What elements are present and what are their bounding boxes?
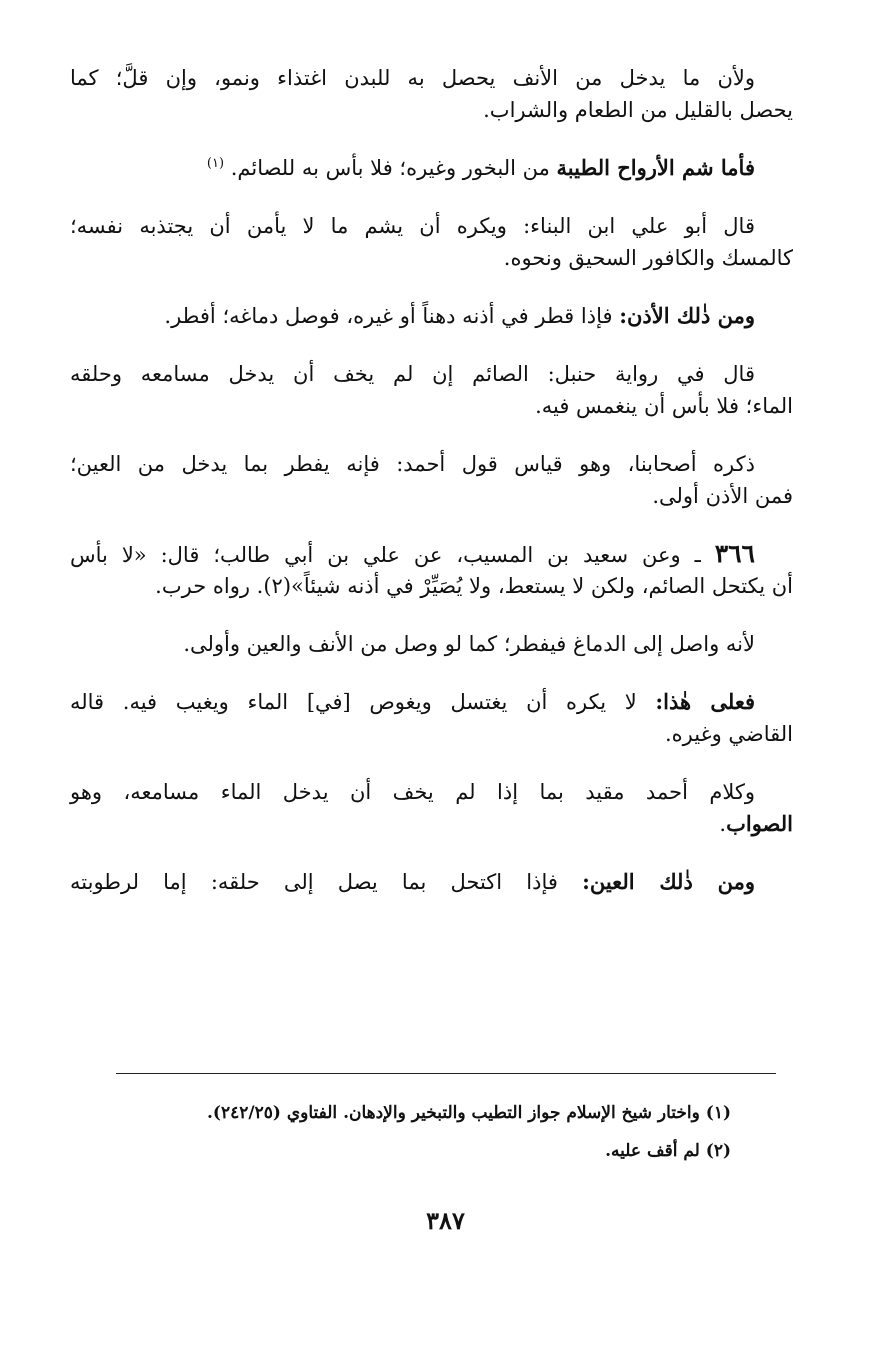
footnotes [120, 1098, 731, 1174]
text-line: وكلام أحمد مقيد بما إذا لم يخف أن يدخل الماء مسامعه، وهو [70, 780, 755, 804]
paragraph-5 [70, 358, 793, 422]
text-line [70, 866, 793, 898]
footnote-1: (١) واختار شيخ الإسلام جواز التطيب والتبخير والإدهان. الفتاوي (٢٤٢/٢٥). [207, 1103, 731, 1123]
body-text: ـ وعن سعيد بن المسيب، عن علي بن أبي طالب؛ قال: «لا بأس [70, 543, 701, 567]
bold-heading: ومن ذٰلك الأذن: [619, 303, 755, 328]
text-line: يحصل بالقليل من الطعام والشراب. [483, 98, 793, 122]
text-line [70, 808, 793, 840]
bold-heading: فأما شم الأرواح الطيبة [556, 155, 755, 180]
footnote-2: (٢) لم أقف عليه. [605, 1141, 731, 1161]
text-line [70, 300, 793, 332]
bold-word: الصواب [726, 811, 793, 836]
paragraph-3 [70, 210, 793, 274]
paragraph-9 [70, 686, 793, 750]
footnote-separator [116, 1073, 776, 1074]
paragraph-6 [70, 448, 793, 512]
paragraph-1 [70, 62, 793, 126]
punctuation: . [719, 812, 727, 836]
paragraph-10 [70, 776, 793, 840]
text-line: ولأن ما يدخل من الأنف يحصل به للبدن اغتذاء ونمو، وإن قلَّ؛ كما [70, 66, 755, 90]
bold-heading: ومن ذٰلك العين: [582, 869, 755, 894]
text-line: قال أبو علي ابن البناء: ويكره أن يشم ما لا يأمن أن يجتذبه نفسه؛ [70, 214, 755, 238]
text-line [70, 538, 793, 570]
footnote-marker: (١) [206, 156, 225, 171]
text-line [70, 686, 793, 718]
text-line [70, 152, 793, 184]
text-line: ذكره أصحابنا، وهو قياس قول أحمد: فإنه يفطر بما يدخل من العين؛ [70, 452, 755, 476]
text-line: الماء؛ فلا بأس أن ينغمس فيه. [535, 394, 793, 418]
body-text: فإذا اكتحل بما يصل إلى حلقه: إما لرطوبته [70, 870, 558, 894]
text-line: فمن الأذن أولى. [652, 484, 793, 508]
paragraph-2 [70, 152, 793, 184]
hadith-number: ٣٦٦ [714, 539, 755, 568]
text-line: القاضي وغيره. [665, 722, 793, 746]
body-text: فإذا قطر في أذنه دهناً أو غيره، فوصل دماغه؛ أفطر. [164, 304, 613, 328]
paragraph-4 [70, 300, 793, 332]
body-text: من البخور وغيره؛ فلا بأس به للصائم. [230, 156, 550, 180]
paragraph-8 [70, 628, 793, 660]
text-line: قال في رواية حنبل: الصائم إن لم يخف أن يدخل مسامعه وحلقه [70, 362, 755, 386]
text-line: لأنه واصل إلى الدماغ فيفطر؛ كما لو وصل من الأنف والعين وأولى. [183, 632, 755, 656]
bold-heading: فعلى هٰذا: [655, 689, 755, 714]
paragraph-hadith [70, 538, 793, 602]
paragraph-11 [70, 866, 793, 898]
text-line: كالمسك والكافور السحيق ونحوه. [503, 246, 793, 270]
text-line: أن يكتحل الصائم، ولكن لا يستعط، ولا يُصَيِّرْ في أذنه شيئاً»(٢). رواه حرب. [155, 574, 793, 598]
body-text: لا يكره أن يغتسل ويغوص [في] الماء ويغيب فيه. قاله [70, 690, 637, 714]
page-number: ٣٨٧ [426, 1206, 465, 1235]
